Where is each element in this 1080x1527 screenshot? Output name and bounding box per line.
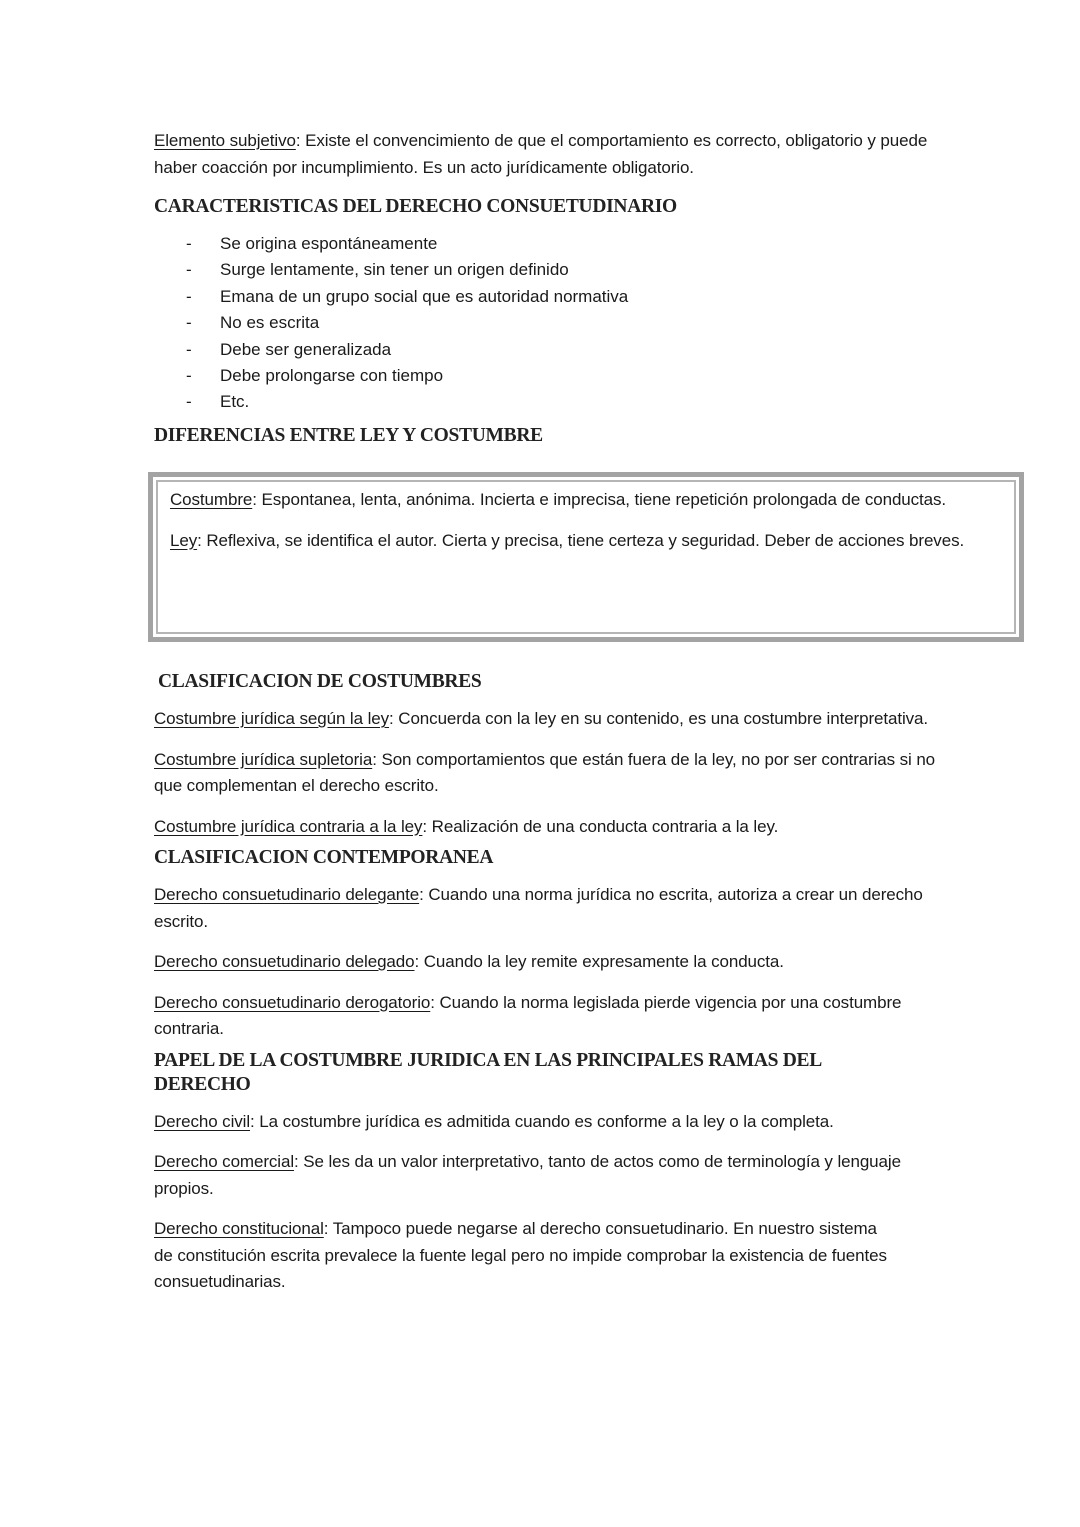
- definition-text: : Cuando una norma jurídica no escrita, autoriza a crear un derecho escrito.: [154, 885, 923, 931]
- list-item: [154, 363, 954, 389]
- section-heading-papel: PAPEL DE LA COSTUMBRE JURIDICA EN LAS PRINCIPALES RAMAS DEL DERECHO: [154, 1049, 821, 1095]
- definition-ley: [170, 528, 990, 555]
- list-item-text: Debe ser generalizada: [220, 339, 392, 359]
- page-top: [154, 128, 954, 460]
- list-item: [154, 231, 954, 257]
- definition-text: : Tampoco puede negarse al derecho consuetudinario. En nuestro sistema de constitución escrita prevalece la fuente legal pero no impide comprobar la existencia de fuentes consuetudinarias.: [154, 1219, 887, 1291]
- term-label: Costumbre: [170, 490, 253, 509]
- list-item-text: Emana de un grupo social que es autoridad normativa: [220, 286, 629, 306]
- section-heading-caracteristicas: CARACTERISTICAS DEL DERECHO CONSUETUDINARIO: [154, 196, 677, 217]
- term-label: Costumbre jurídica supletoria: [154, 749, 373, 769]
- definition-item: [154, 882, 954, 935]
- list-item: [154, 284, 954, 310]
- definition-item: [154, 1109, 954, 1136]
- term-label: Costumbre jurídica según la ley: [154, 709, 390, 728]
- list-item-text: Surge lentamente, sin tener un origen definido: [220, 260, 569, 280]
- term-label: Derecho consuetudinario derogatorio: [154, 992, 431, 1012]
- list-item: [154, 389, 954, 415]
- definition-costumbre: [170, 487, 990, 514]
- definition-item: [154, 1149, 954, 1202]
- term-label: Derecho comercial: [154, 1152, 295, 1171]
- list-item: [154, 337, 954, 363]
- list-item: [154, 310, 954, 336]
- definition-text: : Cuando la ley remite expresamente la conducta.: [414, 952, 784, 971]
- section-heading-contemporanea: CLASIFICACION CONTEMPORANEA: [154, 847, 494, 868]
- list-item-text: No es escrita: [220, 313, 320, 333]
- dash-bullet-icon: -: [186, 392, 192, 412]
- definition-text: : Reflexiva, se identifica el autor. Cierta y precisa, tiene certeza y seguridad. Deber de acciones breves.: [197, 530, 965, 550]
- term-label: Elemento subjetivo: [154, 131, 296, 150]
- term-label: Costumbre jurídica contraria a la ley: [154, 816, 423, 836]
- definition-item: [154, 1216, 894, 1296]
- definition-item: [154, 990, 954, 1043]
- definition-text: : Son comportamientos que están fuera de la ley, no por ser contrarias si no que complementan el derecho escrito.: [154, 749, 936, 795]
- term-label: Derecho constitucional: [154, 1219, 324, 1238]
- definition-text: : Realización de una conducta contraria a la ley.: [422, 816, 779, 836]
- term-label: Ley: [170, 530, 198, 550]
- term-label: Derecho consuetudinario delegante: [154, 885, 420, 904]
- definition-text: : Concuerda con la ley en su contenido, es una costumbre interpretativa.: [389, 709, 929, 728]
- dash-bullet-icon: -: [186, 366, 192, 386]
- definition-text: : Se les da un valor interpretativo, tanto de actos como de terminología y lenguaje propios.: [154, 1152, 901, 1198]
- intro-paragraph: [154, 128, 954, 181]
- page-bottom: [154, 670, 954, 1310]
- definition-item: [154, 747, 954, 800]
- dash-bullet-icon: -: [186, 339, 192, 359]
- definition-item: [154, 949, 954, 976]
- section-heading-clasificacion: CLASIFICACION DE COSTUMBRES: [158, 671, 482, 692]
- definition-text: : Cuando la norma legislada pierde vigencia por una costumbre contraria.: [154, 992, 902, 1038]
- dash-bullet-icon: -: [186, 234, 192, 253]
- dash-bullet-icon: -: [186, 286, 192, 306]
- definition-text: : Existe el convencimiento de que el comportamiento es correcto, obligatorio y puede haber coacción por incumplimiento. Es un acto jurídicamente obligatorio.: [154, 131, 928, 177]
- list-item-text: Debe prolongarse con tiempo: [220, 366, 444, 386]
- caracteristicas-list: [154, 231, 954, 416]
- dash-bullet-icon: -: [186, 313, 192, 333]
- definition-text: : Espontanea, lenta, anónima. Incierta e imprecisa, tiene repetición prolongada de conductas.: [252, 490, 947, 509]
- list-item: [154, 257, 954, 283]
- term-label: Derecho consuetudinario delegado: [154, 952, 415, 971]
- section-heading-diferencias: DIFERENCIAS ENTRE LEY Y COSTUMBRE: [154, 424, 543, 446]
- list-item-text: Se origina espontáneamente: [220, 234, 438, 253]
- dash-bullet-icon: -: [186, 260, 192, 280]
- definition-item: [154, 706, 954, 733]
- definition-text: : La costumbre jurídica es admitida cuando es conforme a la ley o la completa.: [250, 1111, 834, 1131]
- list-item-text: Etc.: [220, 392, 250, 412]
- definition-item: [154, 814, 954, 841]
- comparison-box-content: [170, 487, 990, 568]
- term-label: Derecho civil: [154, 1111, 251, 1131]
